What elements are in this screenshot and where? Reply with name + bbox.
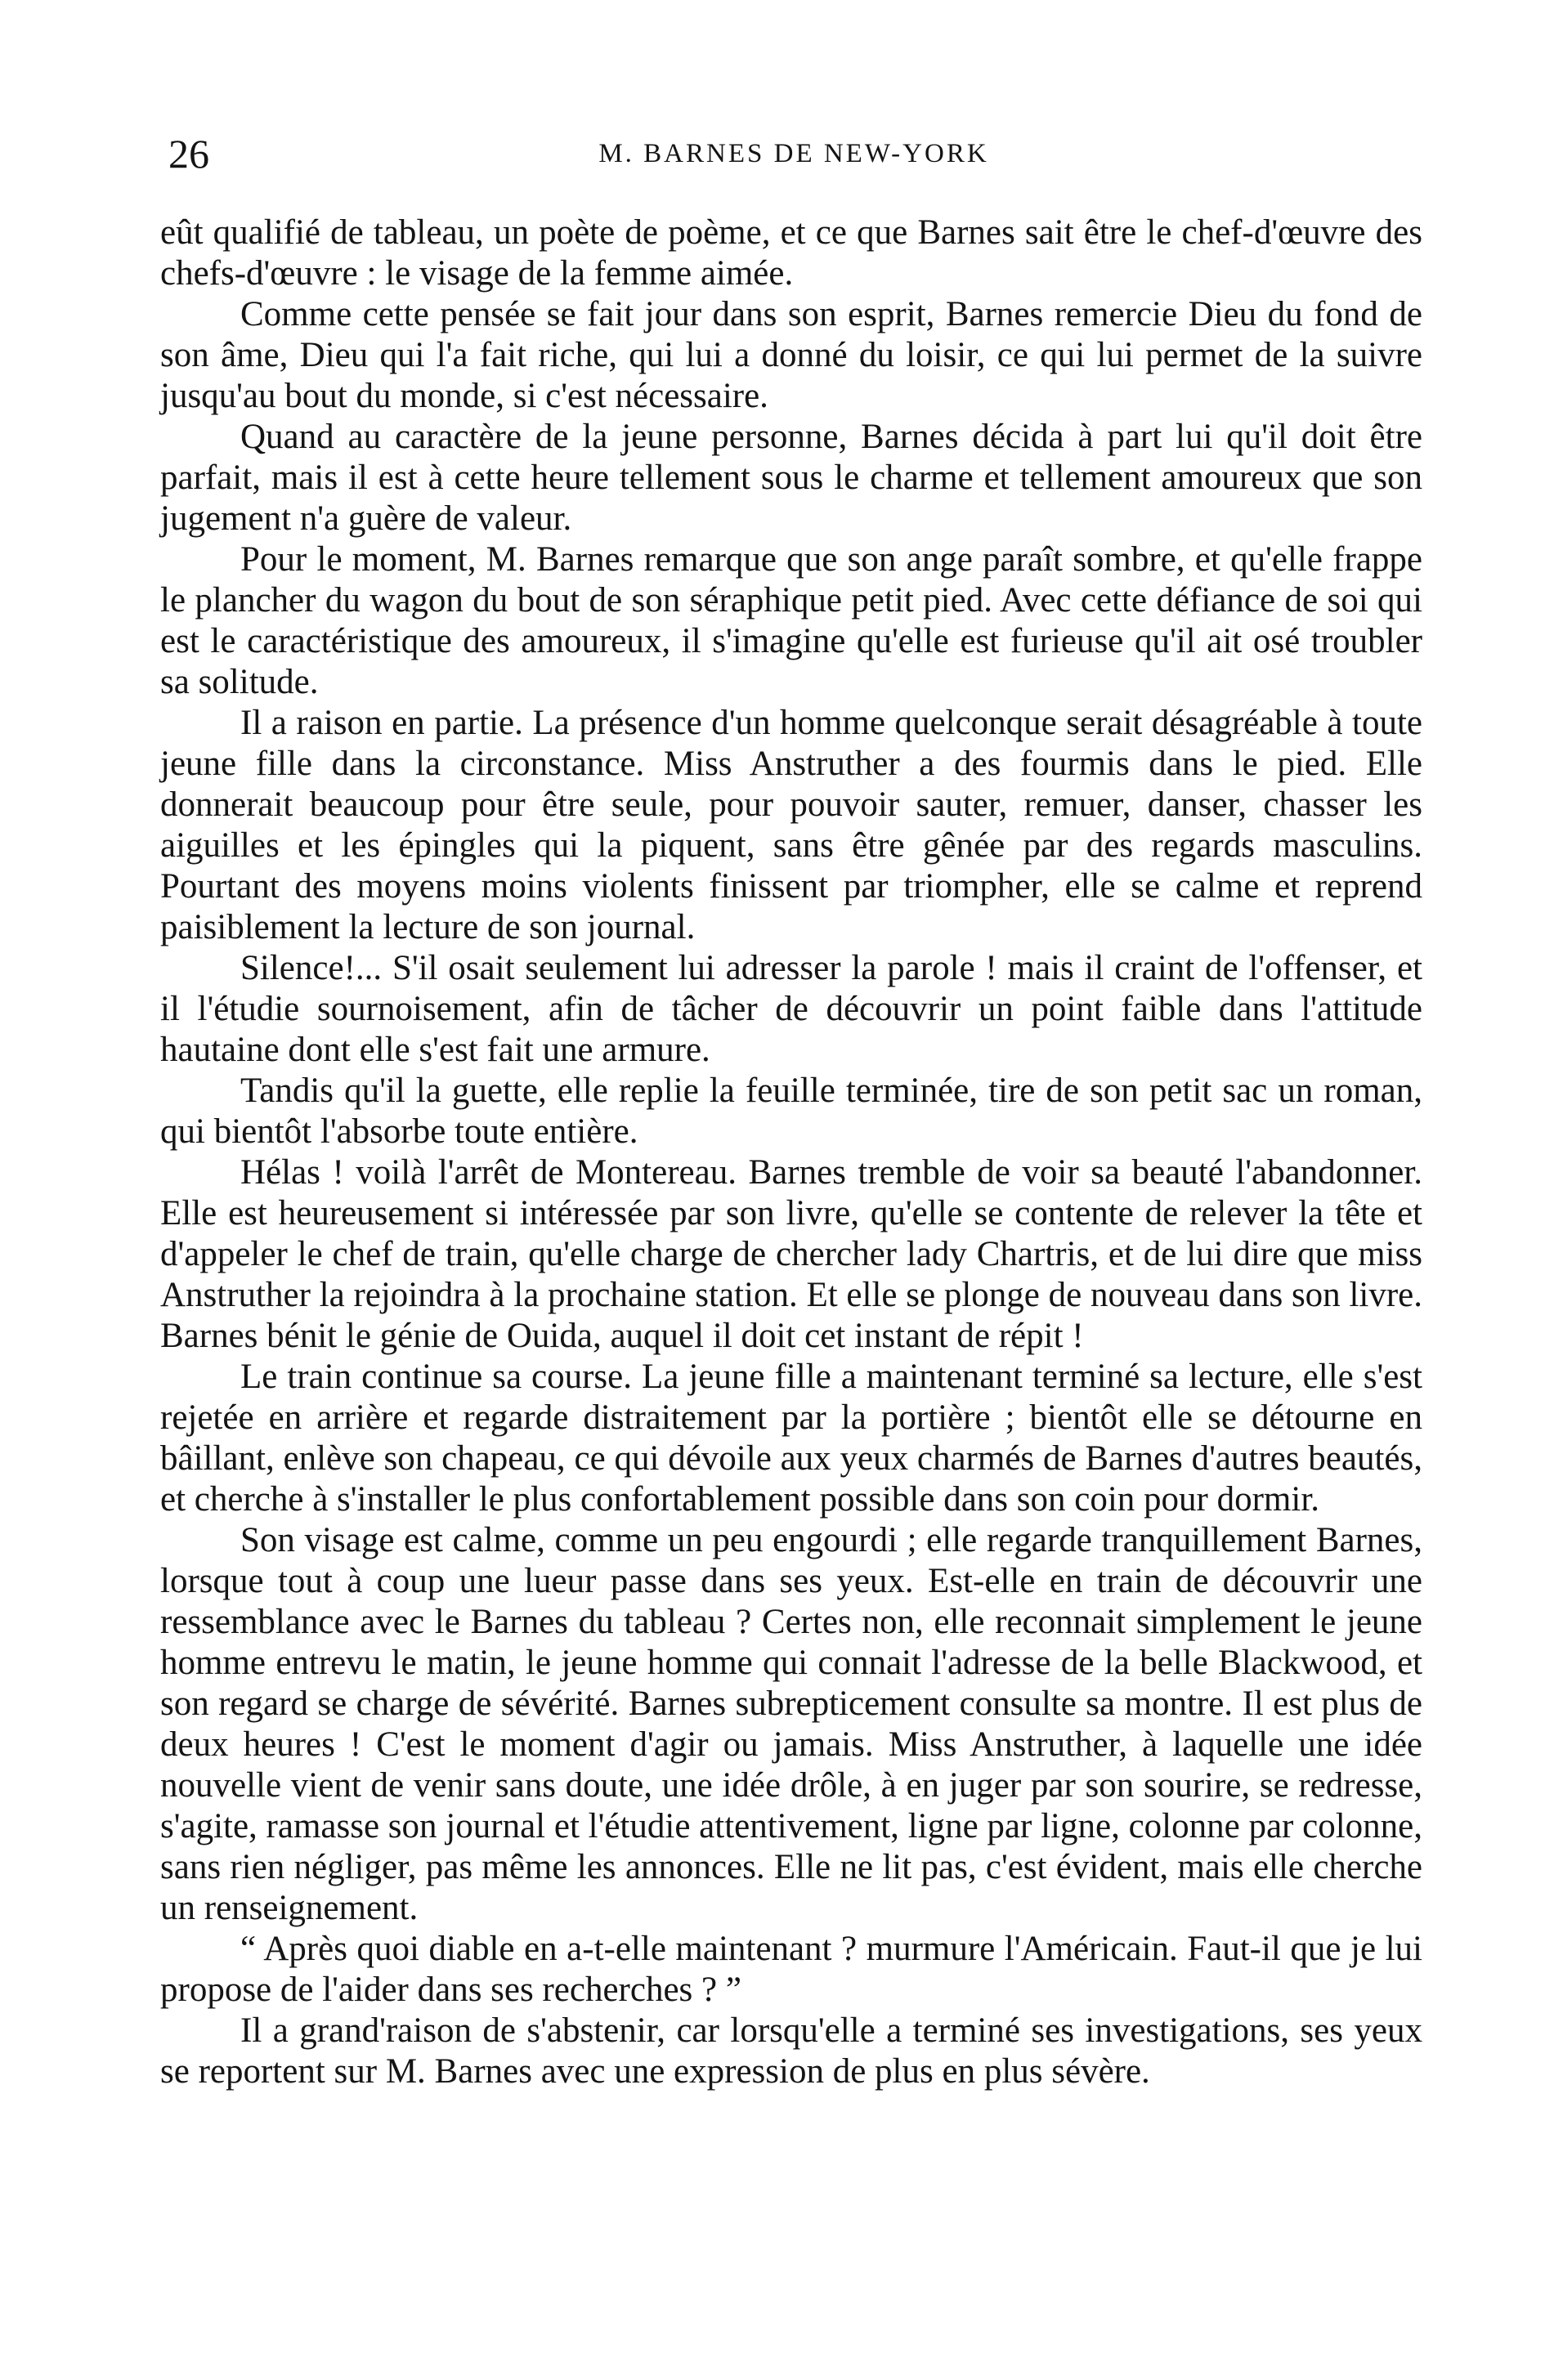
paragraph: Pour le moment, M. Barnes remarque que son ange paraît sombre, et qu'elle frappe le plancher du wagon du bout de son séraphique petit pied. Avec cette défiance de soi qui est le caractéristique des amoureux, il s'imagine qu'elle est furieuse qu'il ait osé troubler sa solitude.: [160, 540, 1422, 701]
paragraph: Quand au caractère de la jeune personne, Barnes décida à part lui qu'il doit être parfait, mais il est à cette heure tellement sous le charme et tellement amoureux que son jugement n'a guère de valeur.: [160, 418, 1422, 538]
running-title: M. BARNES DE NEW-YORK: [598, 139, 989, 168]
paragraph: “ Après quoi diable en a-t-elle maintenant ? murmure l'Américain. Faut-il que je lui propose de l'aider dans ses recherches ? ”: [160, 1930, 1422, 2009]
paragraph: Le train continue sa course. La jeune fille a maintenant terminé sa lecture, elle s'est rejetée en arrière et regarde distraitement par la portière ; bientôt elle se détourne en bâillant, enlève son chapeau, ce qui dévoile aux yeux charmés de Barnes d'autres beautés, et cherche à s'installer le plus confortablement possible dans son coin pour dormir.: [160, 1358, 1422, 1519]
paragraph: Comme cette pensée se fait jour dans son esprit, Barnes remercie Dieu du fond de son âme, Dieu qui l'a fait riche, qui lui a donné du loisir, ce qui lui permet de la suivre jusqu'au bout du monde, si c'est nécessaire.: [160, 295, 1422, 415]
body-text: [160, 212, 1422, 2092]
paragraph: Il a raison en partie. La présence d'un homme quelconque serait désagréable à toute jeune fille dans la circonstance. Miss Anstruther a des fourmis dans le pied. Elle donnerait beaucoup pour être seule, pour pouvoir sauter, remuer, danser, chasser les aiguilles et les épingles qui la piquent, sans être gênée par des regards masculins. Pourtant des moyens moins violents finissent par triompher, elle se calme et reprend paisiblement la lecture de son journal.: [160, 704, 1422, 946]
paragraph: Il a grand'raison de s'abstenir, car lorsqu'elle a terminé ses investigations, ses yeux se reportent sur M. Barnes avec une expression de plus en plus sévère.: [160, 2011, 1422, 2091]
page-number: 26: [168, 131, 209, 177]
paragraph: Tandis qu'il la guette, elle replie la feuille terminée, tire de son petit sac un roman, qui bientôt l'absorbe toute entière.: [160, 1071, 1422, 1151]
paragraph: Son visage est calme, comme un peu engourdi ; elle regarde tranquillement Barnes, lorsque tout à coup une lueur passe dans ses yeux. Est-elle en train de découvrir une ressemblance avec le Barnes du tableau ? Certes non, elle reconnait simplement le jeune homme entrevu le matin, le jeune homme qui connait l'adresse de la belle Blackwood, et son regard se charge de sévérité. Barnes subrepticement consulte sa montre. Il est plus de deux heures ! C'est le moment d'agir ou jamais. Miss Anstruther, à laquelle une idée nouvelle vient de venir sans doute, une idée drôle, à en juger par son sourire, se redresse, s'agite, ramasse son journal et l'étudie attentivement, ligne par ligne, colonne par colonne, sans rien négliger, pas même les annonces. Elle ne lit pas, c'est évident, mais elle cherche un renseignement.: [160, 1521, 1422, 1927]
paragraph: eût qualifié de tableau, un poète de poème, et ce que Barnes sait être le chef-d'œuvre des chefs-d'œuvre : le visage de la femme aimée.: [160, 213, 1422, 293]
paragraph: Hélas ! voilà l'arrêt de Montereau. Barnes tremble de voir sa beauté l'abandonner. Elle est heureusement si intéressée par son livre, qu'elle se contente de relever la tête et d'appeler le chef de train, qu'elle charge de chercher lady Chartris, et de lui dire que miss Anstruther la rejoindra à la prochaine station. Et elle se plonge de nouveau dans son livre. Barnes bénit le génie de Ouida, auquel il doit cet instant de répit !: [160, 1153, 1422, 1355]
paragraph: Silence!... S'il osait seulement lui adresser la parole ! mais il craint de l'offenser, et il l'étudie sournoisement, afin de tâcher de découvrir un point faible dans l'attitude hautaine dont elle s'est fait une armure.: [160, 949, 1422, 1069]
running-head: [168, 129, 1419, 178]
